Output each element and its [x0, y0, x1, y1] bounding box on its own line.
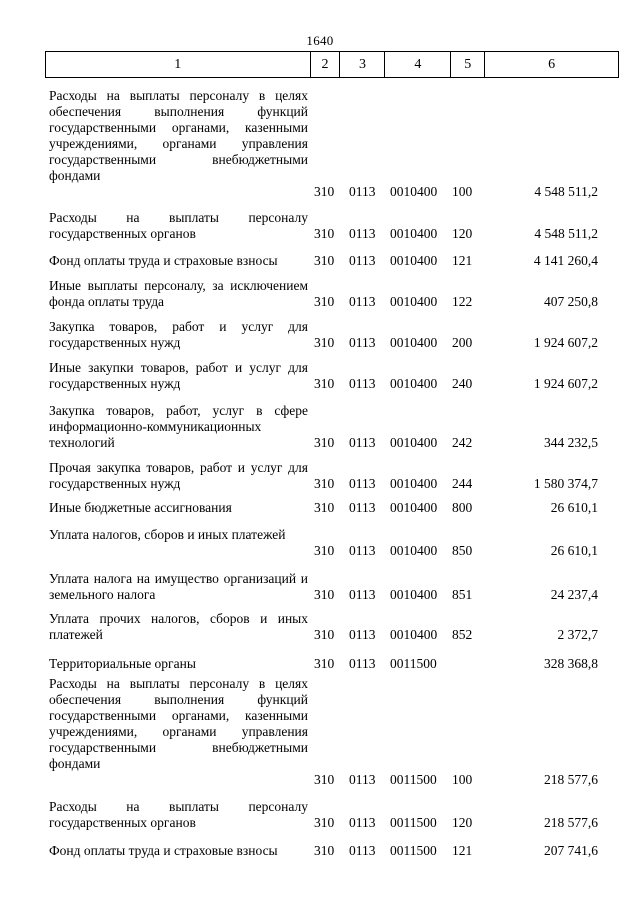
- row-name: Закупка товаров, работ, услуг в сфере информационно-коммуникационных технологий: [49, 403, 308, 450]
- row-col6: 26 610,1: [550, 543, 598, 558]
- row-name: Закупка товаров, работ и услуг для государственных нужд: [49, 319, 308, 350]
- row-name: Иные закупки товаров, работ и услуг для государственных нужд: [49, 360, 308, 391]
- row-col2: 310: [314, 435, 335, 450]
- row-col2: 310: [314, 543, 335, 558]
- row-col4: 0010400: [390, 476, 438, 491]
- row-col3: 0113: [349, 543, 376, 558]
- row-col2: 310: [314, 772, 335, 787]
- row-col6: 207 741,6: [544, 843, 598, 858]
- row-col3: 0113: [349, 435, 376, 450]
- table-row: [0, 672, 640, 788]
- header-col-4: 4: [385, 52, 451, 77]
- row-col4: 0011500: [390, 656, 437, 671]
- row-col4: 0010400: [390, 335, 438, 350]
- row-name: Расходы на выплаты персоналу в целях обеспечения выполнения функций государственными органами, казенными учреждениями, органами управления государственными внебюджетными фондами: [49, 676, 308, 771]
- row-col5: 120: [452, 815, 473, 830]
- row-col6: 1 924 607,2: [533, 335, 598, 350]
- table-row: [0, 351, 640, 392]
- row-name: Уплата прочих налогов, сборов и иных платежей: [49, 611, 308, 642]
- row-col2: 310: [314, 843, 335, 858]
- row-col3: 0113: [349, 587, 376, 602]
- table-row: [0, 559, 640, 603]
- row-col5: 852: [452, 627, 473, 642]
- row-col3: 0113: [349, 184, 376, 199]
- row-col4: 0011500: [390, 843, 437, 858]
- row-name: Иные бюджетные ассигнования: [49, 500, 232, 515]
- row-col3: 0113: [349, 500, 376, 515]
- table-row: [0, 392, 640, 451]
- row-name: Иные выплаты персоналу, за исключением фонда оплаты труда: [49, 278, 308, 309]
- row-col2: 310: [314, 815, 335, 830]
- row-col3: 0113: [349, 226, 376, 241]
- table-row: [0, 269, 640, 310]
- row-col3: 0113: [349, 253, 376, 268]
- row-col5: 244: [452, 476, 473, 491]
- row-col4: 0010400: [390, 627, 438, 642]
- row-name: Фонд оплаты труда и страховые взносы: [49, 253, 278, 268]
- row-col6: 1 580 374,7: [533, 476, 598, 491]
- row-col4: 0010400: [390, 253, 438, 268]
- row-name: Расходы на выплаты персоналу в целях обеспечения выполнения функций государственными органами, казенными учреждениями, органами управления государственными внебюджетными фондами: [49, 88, 308, 183]
- row-col5: 121: [452, 843, 473, 858]
- row-col2: 310: [314, 253, 335, 268]
- row-col3: 0113: [349, 772, 376, 787]
- table-row: [0, 643, 640, 672]
- row-col3: 0113: [349, 376, 376, 391]
- row-col4: 0010400: [390, 294, 438, 309]
- row-name: Уплата налогов, сборов и иных платежей: [49, 527, 286, 542]
- row-col6: 344 232,5: [544, 435, 598, 450]
- row-col3: 0113: [349, 294, 376, 309]
- row-col4: 0010400: [390, 184, 438, 199]
- row-col3: 0113: [349, 476, 376, 491]
- row-col5: 200: [452, 335, 473, 350]
- row-col5: 122: [452, 294, 473, 309]
- row-col5: 120: [452, 226, 473, 241]
- row-col2: 310: [314, 376, 335, 391]
- table-row: [0, 310, 640, 351]
- row-col4: 0010400: [390, 587, 438, 602]
- table-body: [0, 88, 640, 859]
- row-col3: 0113: [349, 627, 376, 642]
- table-row: [0, 603, 640, 643]
- row-name: Прочая закупка товаров, работ и услуг для государственных нужд: [49, 460, 308, 491]
- table-header: [45, 51, 619, 78]
- row-col2: 310: [314, 627, 335, 642]
- table-row: [0, 200, 640, 242]
- header-col-2: 2: [311, 52, 341, 77]
- row-col6: 218 577,6: [544, 772, 598, 787]
- row-col4: 0010400: [390, 376, 438, 391]
- row-col6: 4 548 511,2: [534, 226, 598, 241]
- header-col-1: 1: [46, 52, 311, 77]
- row-name: Уплата налога на имущество организаций и земельного налога: [49, 571, 308, 602]
- row-col6: 328 368,8: [544, 656, 598, 671]
- row-name: Территориальные органы: [49, 656, 196, 671]
- table-row: [0, 516, 640, 559]
- row-col2: 310: [314, 656, 335, 671]
- row-col2: 310: [314, 335, 335, 350]
- row-col5: 240: [452, 376, 473, 391]
- table-row: [0, 242, 640, 269]
- row-col2: 310: [314, 294, 335, 309]
- row-col2: 310: [314, 476, 335, 491]
- row-col2: 310: [314, 184, 335, 199]
- row-col4: 0010400: [390, 543, 438, 558]
- row-name: Расходы на выплаты персоналу государственных органов: [49, 799, 308, 830]
- row-col5: 100: [452, 184, 473, 199]
- row-col5: 121: [452, 253, 473, 268]
- row-col6: 24 237,4: [550, 587, 598, 602]
- row-col4: 0010400: [390, 500, 438, 515]
- row-col6: 1 924 607,2: [533, 376, 598, 391]
- row-col3: 0113: [349, 815, 376, 830]
- header-col-3: 3: [340, 52, 385, 77]
- row-col5: 850: [452, 543, 473, 558]
- row-col5: 800: [452, 500, 473, 515]
- row-col6: 4 141 260,4: [533, 253, 598, 268]
- row-col3: 0113: [349, 843, 376, 858]
- row-col4: 0010400: [390, 226, 438, 241]
- row-col4: 0011500: [390, 815, 437, 830]
- row-col3: 0113: [349, 656, 376, 671]
- table-row: [0, 88, 640, 200]
- row-col4: 0011500: [390, 772, 437, 787]
- row-col6: 218 577,6: [544, 815, 598, 830]
- table-row: [0, 492, 640, 516]
- row-col6: 2 372,7: [557, 627, 598, 642]
- row-name: Расходы на выплаты персоналу государственных органов: [49, 210, 308, 241]
- row-col2: 310: [314, 500, 335, 515]
- table-row: [0, 831, 640, 859]
- row-col5: 100: [452, 772, 473, 787]
- row-col2: 310: [314, 226, 335, 241]
- page-number: 1640: [306, 33, 334, 48]
- row-col6: 407 250,8: [544, 294, 598, 309]
- row-col6: 4 548 511,2: [534, 184, 598, 199]
- header-col-6: 6: [485, 52, 619, 77]
- row-col5: 851: [452, 587, 473, 602]
- table-row: [0, 788, 640, 831]
- row-col4: 0010400: [390, 435, 438, 450]
- row-col3: 0113: [349, 335, 376, 350]
- row-col5: 242: [452, 435, 473, 450]
- header-col-5: 5: [451, 52, 485, 77]
- table-row: [0, 451, 640, 492]
- row-name: Фонд оплаты труда и страховые взносы: [49, 843, 278, 858]
- row-col2: 310: [314, 587, 335, 602]
- row-col6: 26 610,1: [550, 500, 598, 515]
